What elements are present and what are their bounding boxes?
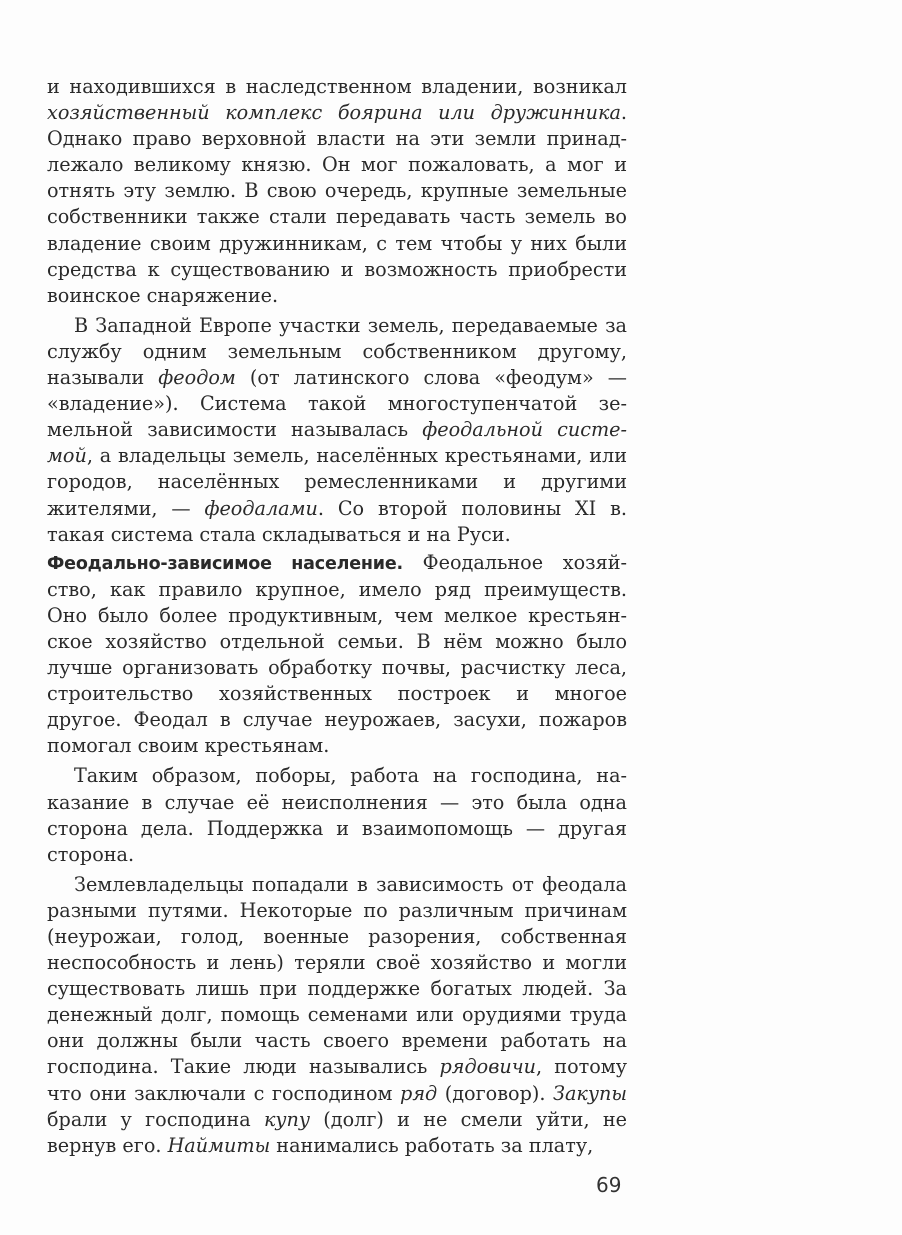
section-heading: Феодально-зависимое население. bbox=[47, 553, 403, 574]
term-household-complex: хозяйственный комплекс боярина или дружинника bbox=[47, 101, 621, 125]
paragraph-2: В Западной Европе участки земель, передаваемые за службу одним земельным собственником другому, называли феодом (от латинского слова «феодум» — «владение»). Система такой многоступенчатой земельной зависимости называлась феодальной системой, а владельцы земель, населённых крестьянами, или городов, населённых ремесленниками и другими жителями, — феодалами. Со второй половины XI в. такая система стала складываться и на Руси. bbox=[47, 313, 628, 546]
term-feudal-system: феодальной системой bbox=[47, 418, 627, 468]
term-kupa: купу bbox=[263, 1107, 311, 1131]
paragraph-5: Землевладельцы попадали в зависимость от феодала разными путями. Некоторые по различным причинам (неурожаи, голод, военные разорения, собственная неспособность и лень) теряли своё хозяйство и могли существовать лишь при поддержке богатых людей. За денежный долг, помощь семенами или орудиями труда они должны были часть своего времени работать на господина. Такие люди назывались рядовичи, потому что они заключали с господином ряд (договор). Закупы брали у господина купу (долг) и не смели уйти, не вернув его. Наймиты нанимались работать за плату, bbox=[47, 872, 628, 1157]
page-number: 69 bbox=[596, 1173, 622, 1197]
term-naymity: Наймиты bbox=[167, 1133, 271, 1157]
paragraph-1: и находившихся в наследственном владении, возникал хозяйственный комплекс боярина или дружинника. Однако право верховной власти на эти земли принадлежало великому князю. Он мог пожаловать, а мог и отнять эту землю. В свою очередь, крупные земельные собственники также стали передавать часть земель во владение своим дружинникам, с тем чтобы у них были средства к существованию и возможность приобрести воинское снаряжение. bbox=[47, 75, 627, 307]
term-zakupy: Закупы bbox=[553, 1081, 627, 1105]
term-feudals: феодалами bbox=[204, 496, 318, 520]
paragraph-3: Феодально-зависимое население. Феодальное хозяйство, как правило крупное, имело ряд преимуществ. Оно было более продуктивным, чем мелкое крестьянское хозяйство отдельной семьи. В нём можно было лучше организовать обработку почвы, расчистку леса, строительство хозяйственных построек и многое другое. Феодал в случае неурожаев, засухи, пожаров помогал своим крестьянам. bbox=[47, 550, 627, 758]
term-feod: феодом bbox=[158, 366, 236, 390]
term-ryadovichi: рядовичи bbox=[439, 1055, 537, 1079]
term-ryad: ряд bbox=[400, 1081, 438, 1105]
paragraph-4: Таким образом, поборы, работа на господина, наказание в случае её неисполнения — это была одна сторона дела. Поддержка и взаимопомощь — другая сторона. bbox=[47, 764, 627, 866]
body-text bbox=[47, 74, 627, 1159]
